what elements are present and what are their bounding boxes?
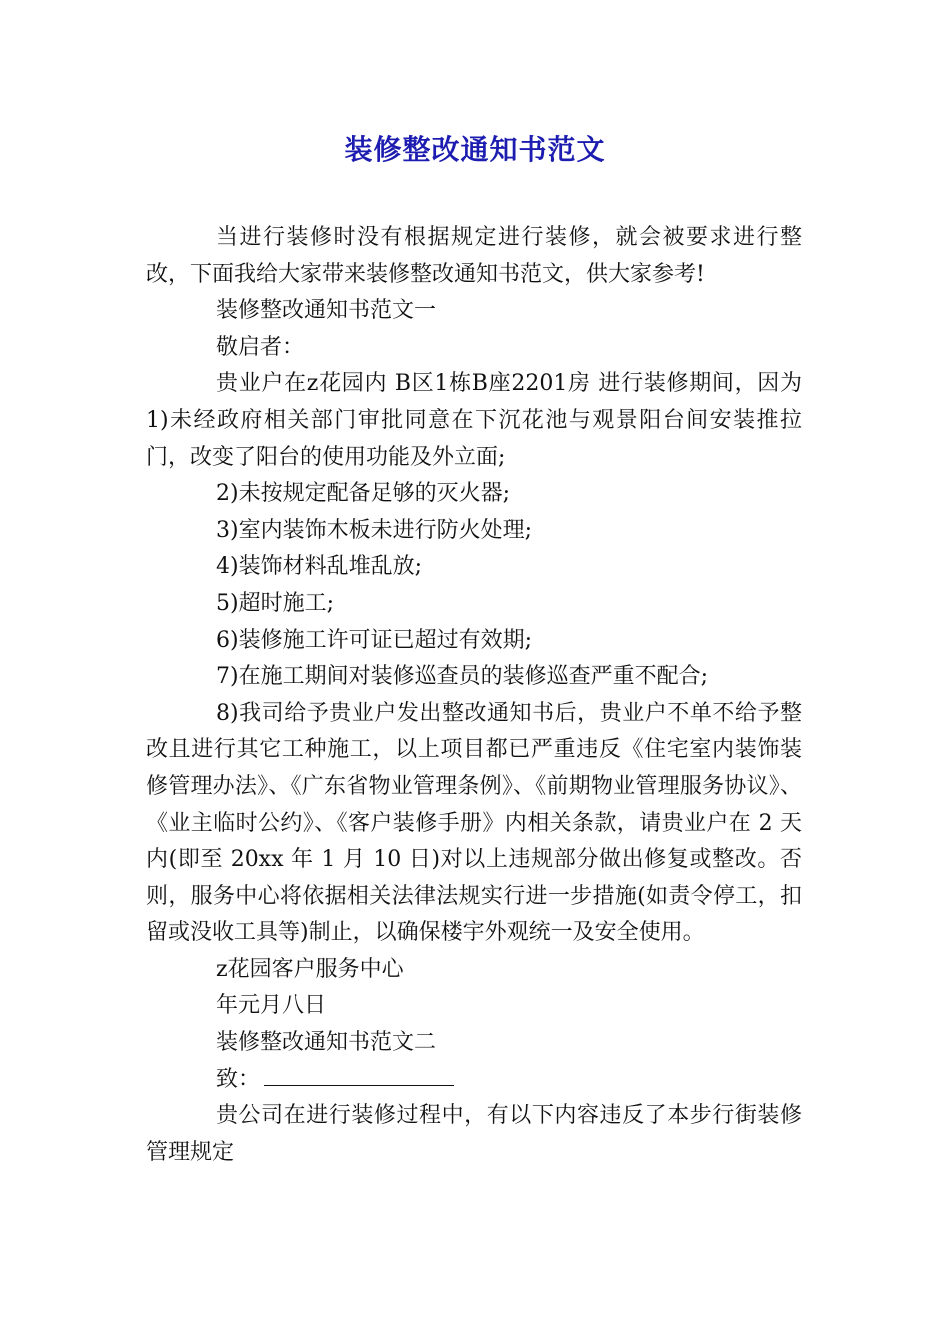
violation-item-6: 6)装修施工许可证已超过有效期; — [216, 627, 532, 653]
signature-org: z花园客户服务中心 — [216, 956, 404, 982]
section-heading-two: 装修整改通知书范文二 — [216, 1030, 437, 1056]
recipient-blank — [264, 1063, 454, 1086]
salutation: 敬启者： — [216, 334, 305, 360]
section-heading-one: 装修整改通知书范文一 — [216, 298, 437, 324]
closing-paragraph: 贵公司在进行装修过程中，有以下内容违反了本步行街装修管理规定 — [146, 1103, 802, 1165]
document-body — [146, 220, 802, 1171]
recipient-line — [146, 1062, 802, 1099]
violation-item-5: 5)超时施工; — [216, 590, 334, 616]
violation-item-3: 3)室内装饰木板未进行防火处理; — [216, 517, 532, 543]
intro-paragraph: 当进行装修时没有根据规定进行装修，就会被要求进行整改，下面我给大家带来装修整改通知书范文，供大家参考! — [146, 225, 802, 287]
violation-item-4: 4)装饰材料乱堆乱放; — [216, 554, 422, 580]
signature-date: 年元月八日 — [216, 993, 327, 1019]
violation-item-8: 8)我司给予贵业户发出整改通知书后，贵业户不单不给予整改且进行其它工种施工，以上项目都已严重违反《住宅室内装饰装修管理办法》、《广东省物业管理条例》、《前期物业管理服务协议》、《业主临时公约》、《客户装修手册》内相关条款，请贵业户在 2 天内(即至 20xx 年 1 月 10 日)对以上违规部分做出修复或整改。否则，服务中心将依据相关法律法规实行进一步措施(如责令停工，扣留或没收工具等)制止，以确保楼宇外观统一及安全使用。 — [146, 700, 802, 946]
violation-item-2: 2)未按规定配备足够的灭火器; — [216, 481, 510, 507]
violation-item-7: 7)在施工期间对装修巡查员的装修巡查严重不配合; — [216, 664, 708, 690]
document-title: 装修整改通知书范文 — [344, 133, 606, 166]
violation-paragraph-1: 贵业户在z花园内 B区1栋B座2201房 进行装修期间，因为 1)未经政府相关部门审批同意在下沉花池与观景阳台间安装推拉门，改变了阳台的使用功能及外立面; — [146, 371, 802, 470]
recipient-label: 致： — [216, 1066, 261, 1092]
